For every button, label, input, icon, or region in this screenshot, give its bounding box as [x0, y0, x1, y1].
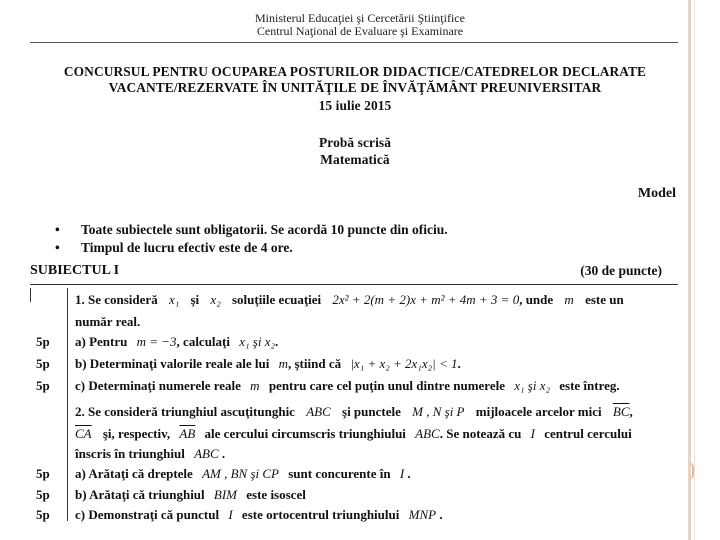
bullet-icon: •	[55, 240, 60, 255]
text: a) Arătaţi că dreptele	[75, 466, 193, 481]
problem-1a	[75, 334, 278, 350]
problem-1c	[75, 378, 620, 394]
item-points: 5p	[36, 466, 50, 481]
text: . Se notează cu	[439, 426, 522, 441]
text: este un	[585, 292, 624, 307]
math: BIM	[213, 487, 238, 502]
text: soluţiile ecuaţiei	[231, 292, 322, 307]
math-m: m	[564, 292, 574, 307]
math: I	[228, 507, 233, 522]
text: şi, respectiv,	[102, 426, 171, 441]
item-points: 5p	[36, 334, 50, 349]
problem-2c	[75, 507, 443, 523]
problem-2a	[75, 466, 411, 482]
math: x₁ şi x₂	[514, 378, 550, 393]
math: I	[399, 466, 405, 481]
math-arc: $\overline{BC}$	[612, 404, 630, 419]
problem-1-statement-cont: număr real.	[75, 314, 141, 329]
item-points: 5p	[36, 487, 50, 502]
page-edge-bracket-icon	[684, 462, 694, 480]
math: ABC	[415, 426, 440, 441]
math-equation: 2x² + 2(m + 2)x + m² + 4m + 3 = 0	[332, 292, 520, 307]
math: MNP	[408, 507, 437, 522]
title-line-2: VACANTE/REZERVATE ÎN UNITĂŢILE DE ÎNVĂŢĂMÂNT PREUNIVERSITAR	[108, 80, 602, 95]
problem-2-statement-end	[75, 446, 225, 462]
points-column-divider	[67, 288, 68, 521]
text: ale cercului circumscris triunghiului	[204, 426, 406, 441]
instruction-text: Toate subiectele sunt obligatorii. Se acordă 10 puncte din oficiu.	[81, 222, 448, 237]
math: ABC	[194, 446, 219, 461]
text: , unde	[519, 292, 554, 307]
text: .	[439, 507, 443, 522]
instruction-text: Timpul de lucru efectiv este de 4 ore.	[81, 240, 293, 255]
problem-1-statement	[75, 292, 624, 308]
exam-subject: Matematică	[320, 152, 390, 167]
math-arc: $\overline{AB}$	[179, 426, 196, 441]
text: este întreg.	[559, 378, 620, 393]
text: 2. Se consideră triunghiul ascuţitunghic	[75, 404, 295, 419]
math: m = −3	[136, 334, 177, 349]
math: m	[278, 356, 288, 371]
text: şi	[190, 292, 200, 307]
math: |x₁ + x₂ + 2x₁x₂| < 1	[350, 356, 458, 371]
math-x1: x₁	[168, 292, 180, 307]
text: 1. Se consideră	[75, 292, 158, 307]
text: c) Demonstraţi că punctul	[75, 507, 220, 522]
text: înscris în triunghiul	[75, 446, 185, 461]
title-line-1: CONCURSUL PENTRU OCUPAREA POSTURILOR DIDACTICE/CATEDRELOR DECLARATE	[63, 64, 647, 79]
section-points: (30 de puncte)	[580, 263, 662, 278]
math: I	[530, 426, 535, 441]
bullet-icon: •	[55, 222, 60, 237]
item-points: 5p	[36, 507, 50, 522]
section-title: SUBIECTUL I	[30, 263, 120, 278]
text: .	[274, 334, 279, 349]
header-divider	[30, 42, 678, 43]
math: M , N şi P	[412, 404, 465, 419]
text: .	[221, 446, 226, 461]
text: pentru care cel puţin unul dintre numerele	[268, 378, 505, 393]
text: a) Pentru	[75, 334, 128, 349]
text: .	[407, 466, 411, 481]
text: , calculaţi	[176, 334, 230, 349]
text: este ortocentrul triunghiului	[241, 507, 400, 522]
text: mijloacele arcelor mici	[475, 404, 602, 419]
problem-2-statement-cont	[75, 426, 632, 442]
text: b) Arătaţi că triunghiul	[75, 487, 205, 502]
math-x2: x₂	[210, 292, 221, 307]
problem-1b	[75, 356, 461, 372]
text: .	[457, 356, 461, 371]
exam-type: Probă scrisă	[319, 135, 391, 150]
math: AM , BN şi CP	[202, 466, 279, 481]
section-divider	[30, 284, 678, 285]
text: , ştiind că	[288, 356, 342, 371]
math-arc: $\overline{CA}$	[75, 426, 92, 441]
exam-date: 15 iulie 2015	[318, 98, 392, 113]
text: c) Determinaţi numerele reale	[75, 378, 241, 393]
item-points: 5p	[36, 378, 50, 393]
math: x₁ şi x₂	[239, 334, 275, 349]
center-name: Centrul Naţional de Evaluare şi Examinare	[256, 24, 464, 38]
points-column-edge	[30, 288, 31, 302]
text: este isoscel	[246, 487, 306, 502]
text: şi punctele	[342, 404, 401, 419]
ministry-name: Ministerul Educaţiei şi Cercetării Ştiinţifice	[255, 11, 465, 25]
math: m	[250, 378, 260, 393]
model-label: Model	[637, 186, 676, 201]
math: ABC	[306, 404, 331, 419]
problem-2b	[75, 487, 306, 503]
text: centrul cercului	[544, 426, 632, 441]
text: sunt concurente în	[288, 466, 391, 481]
problem-2-statement: 2. Se consideră triunghiul ascuţitunghic ABC şi punctele M , N şi P mijloacele arcelor mici $\overline{BC}$,	[75, 404, 633, 419]
text: b) Determinaţi valorile reale ale lui	[75, 356, 270, 371]
item-points: 5p	[36, 356, 50, 371]
